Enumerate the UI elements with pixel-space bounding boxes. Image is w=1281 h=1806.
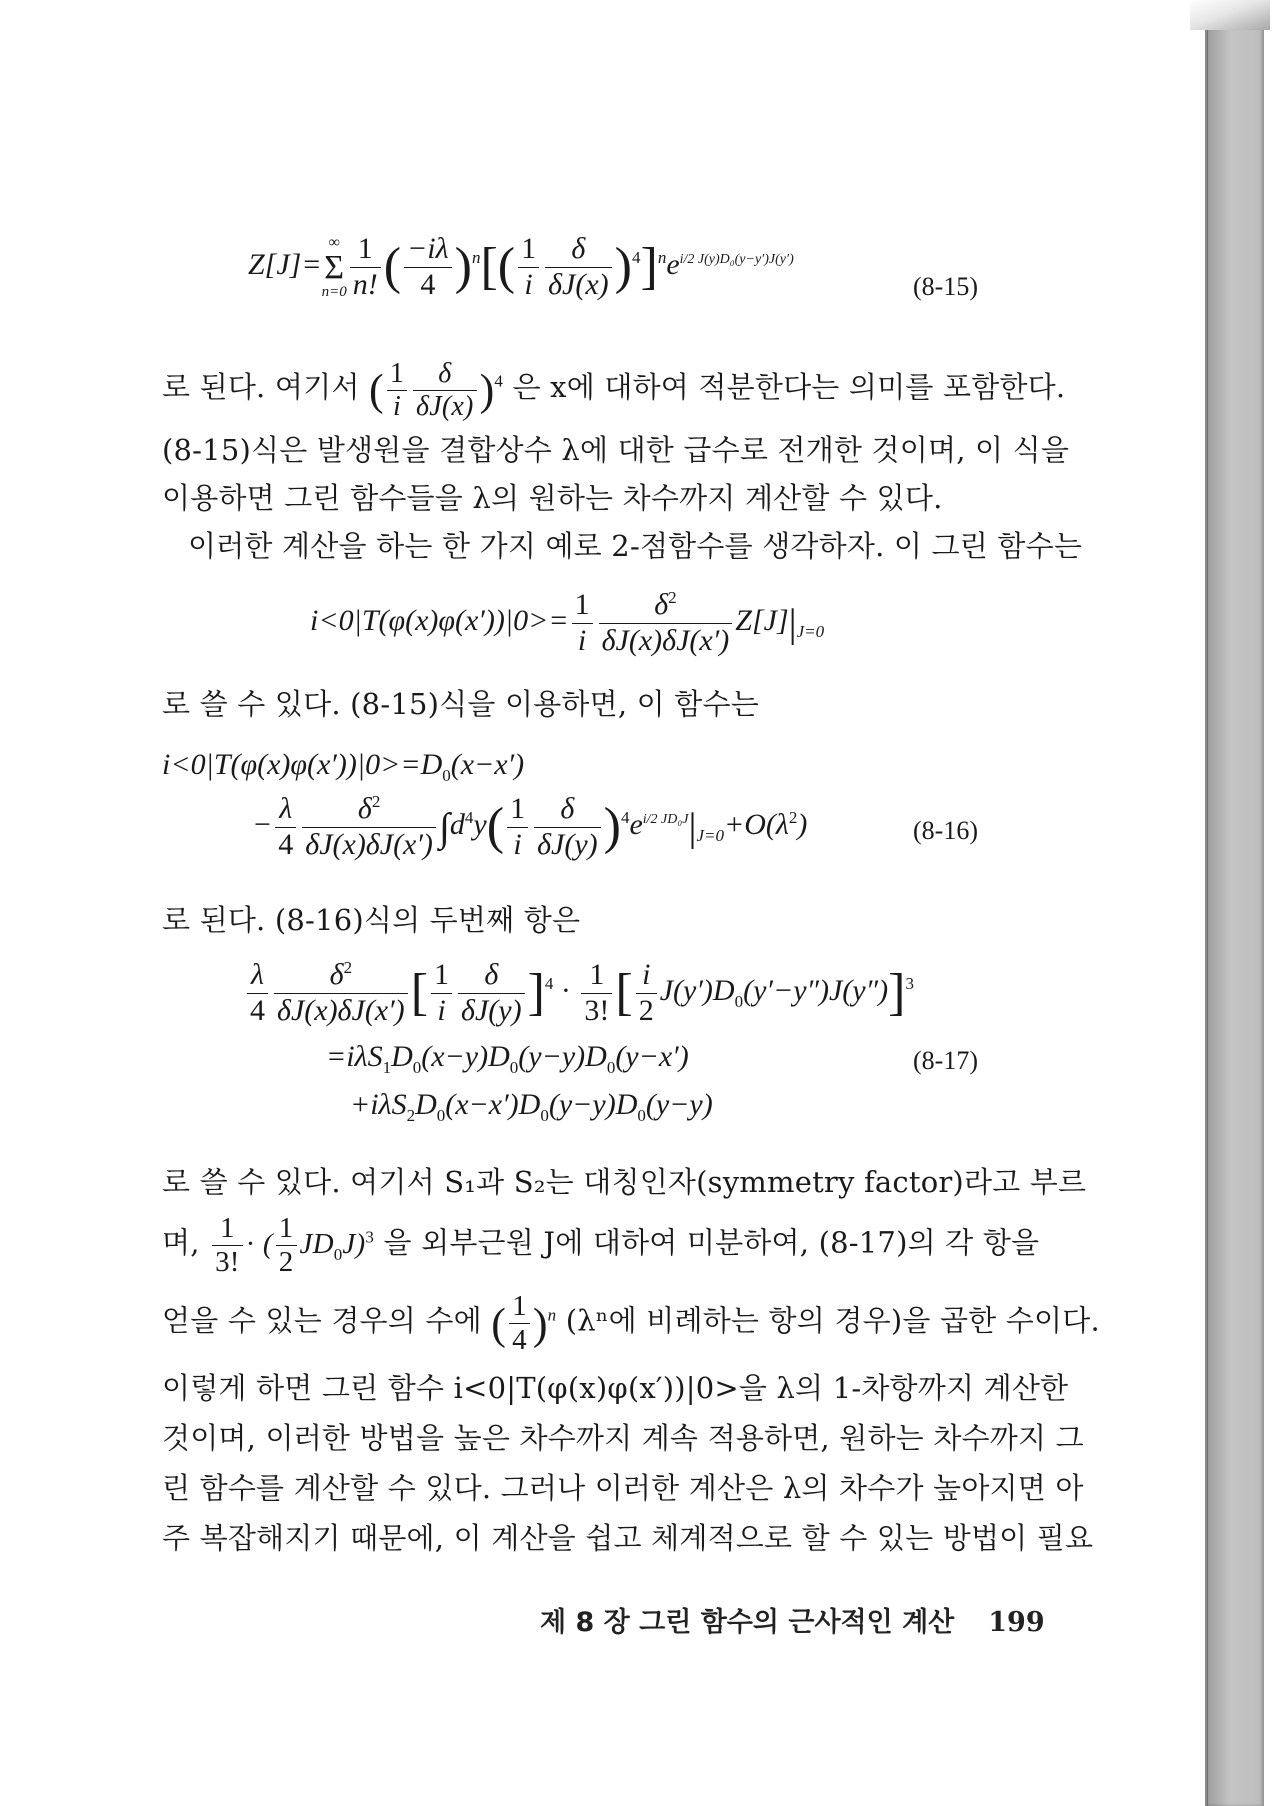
text-line: 로 쓸 수 있다. (8-15)식을 이용하면, 이 함수는 bbox=[162, 687, 759, 721]
text-line bbox=[162, 1290, 1100, 1358]
text-line: 로 된다. (8-16)식의 두번째 항은 bbox=[162, 903, 581, 937]
equation-8-17-line3: $+i\lambda S_2D_0(x-x')D_0(y-y)D_0(y-y)$ bbox=[350, 1088, 713, 1125]
equation-8-15: Z[J]= ∞ Σ n=0 $\frac{1}{n!}$ ( $\frac{-i\lambda}{4}$ )$^n$[( $\frac{1}{i}$ $\frac{\delta}{\delta J(x)}$ )$^4]^ne^{i/2 J(y)D_0(y-y')J(y')}$ bbox=[248, 232, 794, 301]
text-line: 린 함수를 계산할 수 있다. 그러나 이러한 계산은 λ의 차수가 높아지면 아 bbox=[162, 1471, 1084, 1505]
text-line: 이러한 계산을 하는 한 가지 예로 2-점함수를 생각하자. 이 그린 함수는 bbox=[188, 529, 1083, 563]
text-line: 이용하면 그린 함수들을 λ의 원하는 차수까지 계산할 수 있다. bbox=[162, 481, 943, 515]
text-span: 을 외부근원 J에 대하여 미분하여, (8-17)의 각 항을 bbox=[383, 1225, 1040, 1260]
equation-number-8-16: (8-16) bbox=[913, 816, 978, 845]
text-span: (λⁿ에 비례하는 항의 경우)을 곱한 수이다. bbox=[565, 1303, 1100, 1338]
inline-equation: ( $\frac{1}{4}$ )$^n$ bbox=[491, 1290, 557, 1357]
text-span: 며, bbox=[162, 1225, 200, 1260]
page-footer bbox=[540, 1600, 1045, 1639]
text-line bbox=[162, 1212, 1039, 1280]
equation-number-8-17: (8-17) bbox=[913, 1046, 978, 1075]
text-line: 로 쓸 수 있다. 여기서 S₁과 S₂는 대칭인자(symmetry factor)라고 부르 bbox=[162, 1165, 1087, 1199]
text-line bbox=[162, 358, 1065, 423]
text-span: 얻을 수 있는 경우의 수에 bbox=[162, 1303, 482, 1338]
chapter-title: 제 8 장 그린 함수의 근사적인 계산 bbox=[540, 1607, 955, 1638]
text-line: 이렇게 하면 그린 함수 i<0|T(φ(x)φ(x′))|0>을 λ의 1-차항까지 계산한 bbox=[162, 1371, 1069, 1405]
equation-two-point: i<0|T(φ(x)φ(x′))|0>= $\frac{1}{i}$ $\frac{\delta^2}{\delta J(x)\delta J(x')}$ $Z[J]|_{J=0}$ bbox=[310, 588, 825, 657]
text-line: 주 복잡해지기 때문에, 이 계산을 쉽고 체계적으로 할 수 있는 방법이 필요 bbox=[162, 1521, 1094, 1555]
equation-8-16-line2: − $\frac{\lambda}{4}$ $\frac{\delta^2}{\delta J(x)\delta J(x')}$ $\int d^4y$( $\frac{1}{i}$ $\frac{\delta}{\delta J(y)}$ )$^4e^{i/2 JD_0J}|_{J=0}+O(\lambda^2)$ bbox=[252, 792, 808, 861]
text-span: 로 된다. 여기서 bbox=[162, 370, 360, 405]
page-number: 199 bbox=[988, 1607, 1045, 1638]
page-edge-shadow bbox=[1207, 14, 1264, 1806]
equation-8-17-line1: $\frac{\lambda}{4}$ $\frac{\delta^2}{\delta J(x)\delta J(x')}$ [ $\frac{1}{i}$ $\frac{\delta}{\delta J(y)}$ ]$^4$ · $\frac{1}{3!}$ [ $\frac{i}{2}$ $J(y')D_0(y'-y'')J(y'')]^3$ bbox=[244, 958, 914, 1028]
page-corner-fold bbox=[1190, 0, 1270, 30]
text-line: (8-15)식은 발생원을 결합상수 λ에 대한 급수로 전개한 것이며, 이 식을 bbox=[162, 433, 1070, 467]
inline-equation: $\frac{1}{3!}$ · ( $\frac{1}{2}$ $JD_0J)^3$ bbox=[209, 1228, 374, 1260]
inline-equation: ( $\frac{1}{i}$ $\frac{\delta}{\delta J(x)}$ )$^4$ bbox=[368, 358, 504, 423]
equation-8-17-line2: $=i\lambda S_1D_0(x-y)D_0(y-y)D_0(y-x')$ bbox=[326, 1040, 689, 1077]
text-span: 은 x에 대하여 적분한다는 의미를 포함한다. bbox=[512, 370, 1066, 405]
equation-8-16-line1: $i<0|T(\varphi(x)\varphi(x'))|0>=D_0(x-x')$ bbox=[162, 748, 525, 785]
text-line: 것이며, 이러한 방법을 높은 차수까지 계속 적용하면, 원하는 차수까지 그 bbox=[162, 1421, 1084, 1455]
equation-number-8-15: (8-15) bbox=[913, 272, 978, 301]
